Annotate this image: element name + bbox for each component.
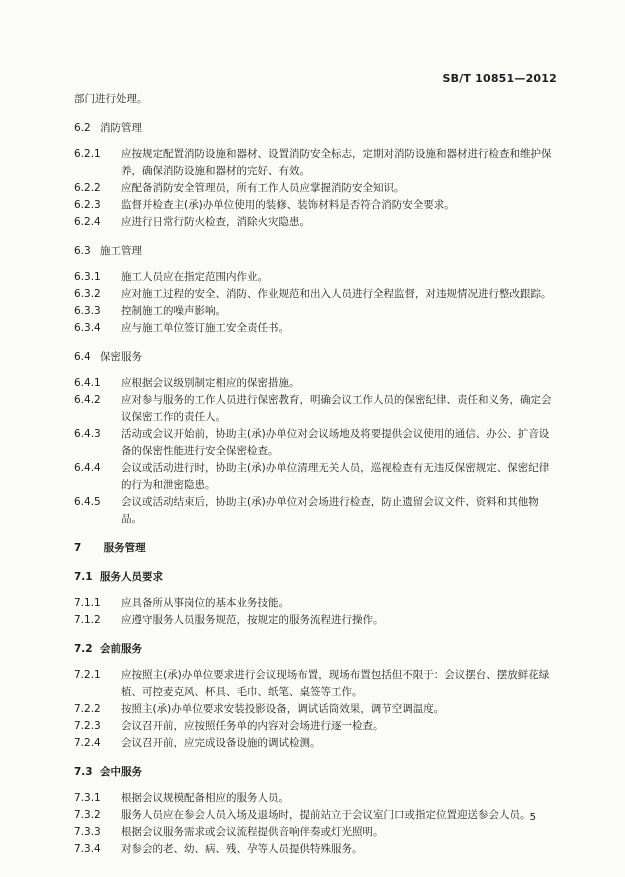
clause-number: 7.2.3 — [74, 720, 101, 732]
clause-number: 6.2.3 — [74, 199, 101, 211]
section-number: 6.4 — [74, 351, 91, 363]
clause-6-4-3 — [74, 426, 558, 460]
section-heading — [74, 349, 558, 366]
clause-number: 7.3.1 — [74, 792, 101, 804]
section-number: 7.1 — [74, 571, 93, 583]
clause-text: 应遵守服务人员服务规范，按规定的服务流程进行操作。 — [121, 614, 384, 626]
clause-number: 6.2.1 — [74, 148, 101, 160]
clause-7-2-1 — [74, 667, 558, 701]
section-title: 会中服务 — [100, 766, 142, 778]
section-6-2 — [74, 120, 558, 231]
section-title: 保密服务 — [100, 351, 142, 363]
clause-7-2-3 — [74, 718, 558, 735]
clause-text: 根据会议服务需求或会议流程提供音响伴奏或灯光照明。 — [121, 826, 384, 838]
clause-6-3-3 — [74, 303, 558, 320]
section-number: 6.2 — [74, 122, 91, 134]
clause-6-3-2 — [74, 286, 558, 303]
clause-text: 控制施工的噪声影响。 — [121, 305, 226, 317]
clause-6-2-1 — [74, 146, 558, 180]
clause-text: 对参会的老、幼、病、残、孕等人员提供特殊服务。 — [121, 843, 363, 855]
chapter-7-sections — [74, 569, 558, 858]
section-heading — [74, 120, 558, 137]
clause-7-3-1 — [74, 790, 558, 807]
clause-6-4-5 — [74, 494, 558, 528]
section-heading — [74, 569, 558, 586]
clause-number: 7.2.2 — [74, 703, 101, 715]
clause-text: 会议或活动进行时，协助主(承)办单位清理无关人员，巡视检查有无违反保密规定、保密纪律的行为和泄密隐患。 — [121, 462, 550, 491]
chapter-heading — [74, 540, 558, 557]
clause-number: 6.4.2 — [74, 394, 101, 406]
section-heading — [74, 243, 558, 260]
clause-text: 会议或活动结束后，协助主(承)办单位对会场进行检查，防止遗留会议文件、资料和其他物品。 — [121, 496, 539, 525]
section-7-3 — [74, 764, 558, 858]
section-7-1 — [74, 569, 558, 629]
clause-6-4-4 — [74, 460, 558, 494]
clause-text: 应具备所从事岗位的基本业务技能。 — [121, 597, 289, 609]
clause-7-1-2 — [74, 612, 558, 629]
clause-text: 按照主(承)办单位要求安装投影设备，调试话筒效果，调节空调温度。 — [121, 703, 445, 715]
continuation-paragraph: 部门进行处理。 — [74, 93, 148, 105]
clause-number: 7.1.1 — [74, 597, 101, 609]
clause-number: 6.4.5 — [74, 496, 101, 508]
clause-text: 应按照主(承)办单位要求进行会议现场布置，现场布置包括但不限于：会议摆台、摆放鲜花绿植、可控麦克风、杯具、毛巾、纸笔、桌签等工作。 — [121, 669, 550, 698]
clause-7-1-1 — [74, 595, 558, 612]
clause-text: 应对参与服务的工作人员进行保密教育，明确会议工作人员的保密纪律、责任和义务，确定会议保密工作的责任人。 — [121, 394, 552, 423]
clause-number: 7.3.3 — [74, 826, 101, 838]
clause-6-2-4 — [74, 214, 558, 231]
clause-number: 6.2.4 — [74, 216, 101, 228]
clause-number: 7.2.1 — [74, 669, 101, 681]
clause-text: 应对施工过程的安全、消防、作业规范和出入人员进行全程监督，对违规情况进行整改跟踪。 — [121, 288, 552, 300]
clause-6-2-3 — [74, 197, 558, 214]
clause-7-2-2 — [74, 701, 558, 718]
clause-number: 6.3.4 — [74, 322, 101, 334]
clause-text: 施工人员应在指定范围内作业。 — [121, 271, 268, 283]
section-6-3 — [74, 243, 558, 337]
clause-number: 7.1.2 — [74, 614, 101, 626]
chapter-number: 7 — [74, 542, 82, 554]
section-title: 服务人员要求 — [100, 571, 163, 583]
clause-text: 应按规定配置消防设施和器材、设置消防安全标志，定期对消防设施和器材进行检查和维护保养，确保消防设施和器材的完好、有效。 — [121, 148, 552, 177]
clause-number: 7.3.2 — [74, 809, 101, 821]
clause-6-4-2 — [74, 392, 558, 426]
clause-7-3-3 — [74, 824, 558, 841]
chapter-title: 服务管理 — [103, 542, 146, 554]
clause-number: 6.3.3 — [74, 305, 101, 317]
clause-7-3-4 — [74, 841, 558, 858]
clause-number: 7.3.4 — [74, 843, 101, 855]
clause-text: 应配备消防安全管理员，所有工作人员应掌握消防安全知识。 — [121, 182, 405, 194]
clause-text: 服务人员应在参会人员入场及退场时，提前站立于会议室门口或指定位置迎送参会人员。 — [121, 809, 531, 821]
clause-number: 6.2.2 — [74, 182, 101, 194]
clause-number: 6.4.1 — [74, 377, 101, 389]
chapter-6-sections — [74, 120, 558, 528]
clause-number: 6.4.4 — [74, 462, 101, 474]
clause-6-2-2 — [74, 180, 558, 197]
clause-6-4-1 — [74, 375, 558, 392]
clause-number: 7.2.4 — [74, 737, 101, 749]
section-title: 施工管理 — [100, 245, 142, 257]
clause-text: 会议召开前，应完成设备设施的调试检测。 — [121, 737, 321, 749]
document-body — [74, 91, 558, 870]
page-number: 5 — [529, 812, 536, 823]
clause-text: 应根据会议级别制定相应的保密措施。 — [121, 377, 300, 389]
standard-code: SB/T 10851—2012 — [442, 72, 557, 85]
section-6-4 — [74, 349, 558, 528]
clause-7-3-2 — [74, 807, 558, 824]
clause-text: 应与施工单位签订施工安全责任书。 — [121, 322, 289, 334]
section-title: 消防管理 — [100, 122, 142, 134]
section-number: 7.2 — [74, 643, 93, 655]
clause-6-3-4 — [74, 320, 558, 337]
clause-text: 活动或会议开始前，协助主(承)办单位对会议场地及将要提供会议使用的通信、办公、扩音设备的保密性能进行安全保密检查。 — [121, 428, 550, 457]
section-number: 7.3 — [74, 766, 93, 778]
clause-number: 6.3.1 — [74, 271, 101, 283]
clause-number: 6.4.3 — [74, 428, 101, 440]
clause-text: 监督并检查主(承)办单位使用的装修、装饰材料是否符合消防安全要求。 — [121, 199, 455, 211]
section-title: 会前服务 — [100, 643, 142, 655]
section-7-2 — [74, 641, 558, 752]
section-number: 6.3 — [74, 245, 91, 257]
clause-text: 会议召开前，应按照任务单的内容对会场进行逐一检查。 — [121, 720, 384, 732]
section-heading — [74, 641, 558, 658]
clause-6-3-1 — [74, 269, 558, 286]
clause-7-2-4 — [74, 735, 558, 752]
section-heading — [74, 764, 558, 781]
clause-text: 根据会议规模配备相应的服务人员。 — [121, 792, 289, 804]
clause-text: 应进行日常行防火检查，消除火灾隐患。 — [121, 216, 310, 228]
clause-number: 6.3.2 — [74, 288, 101, 300]
